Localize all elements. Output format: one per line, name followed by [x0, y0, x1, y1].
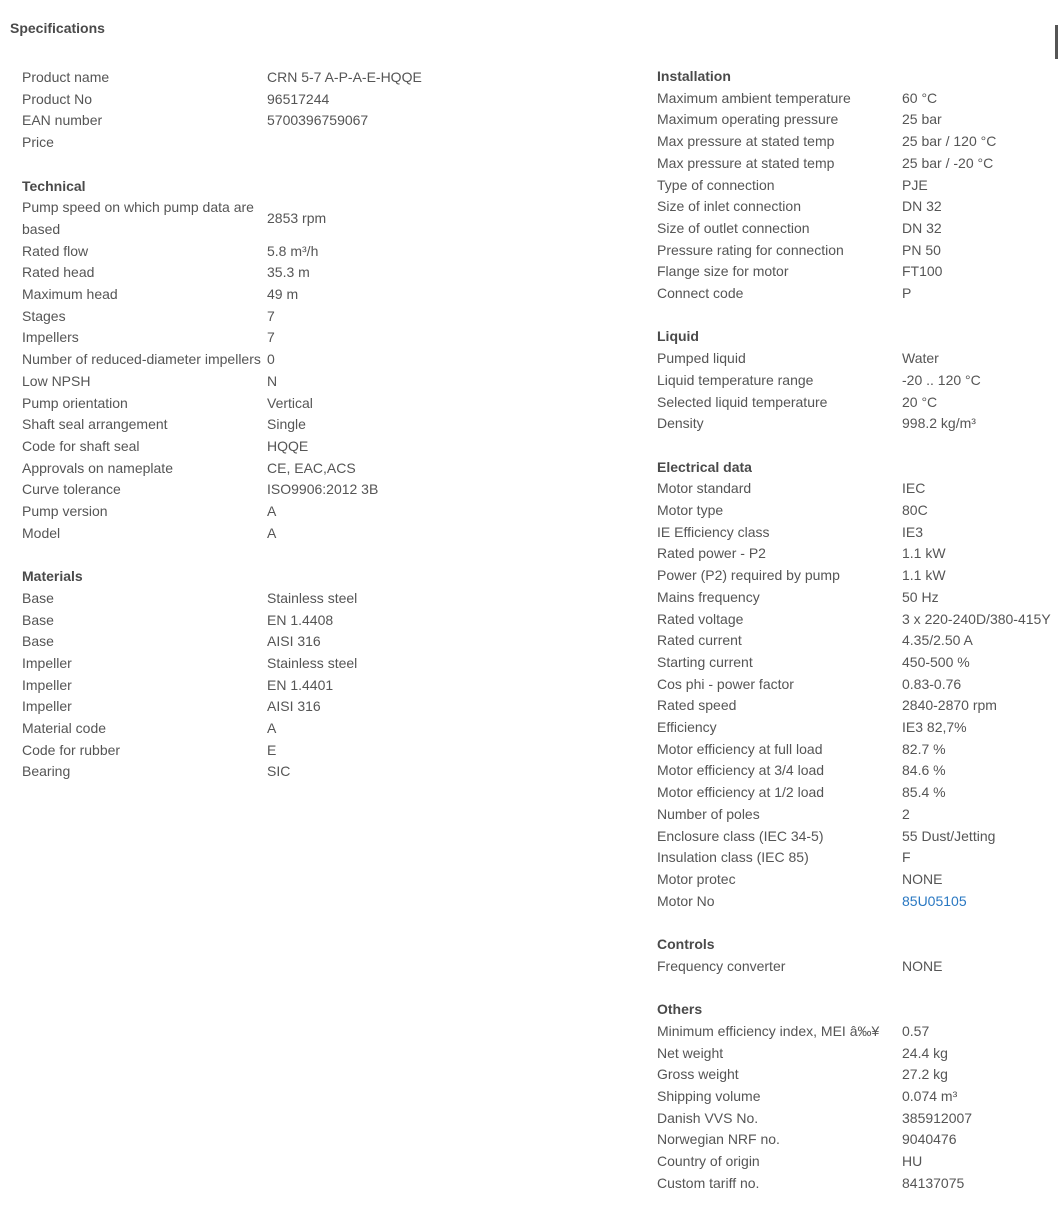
spec-value: AISI 316: [267, 698, 321, 715]
spec-row: [22, 653, 452, 675]
spec-label: Product name: [22, 69, 110, 85]
spec-value: 1.1 kW: [902, 545, 946, 562]
spec-value: Water: [902, 350, 939, 367]
spec-row: [22, 132, 452, 154]
spec-value: A: [267, 503, 277, 520]
spec-label: Density: [657, 415, 704, 432]
spec-value: HQQE: [267, 437, 309, 454]
spec-label: Price: [22, 134, 54, 151]
spec-value: Stainless steel: [267, 589, 358, 606]
spec-label: Curve tolerance: [22, 481, 121, 498]
spec-label: Pump speed on which pump data are based: [22, 199, 254, 237]
spec-label: Code for shaft seal: [22, 437, 140, 454]
spec-label: Country of origin: [657, 1153, 760, 1170]
spec-value: 2840-2870 rpm: [902, 697, 997, 714]
spec-value: SIC: [267, 763, 291, 780]
spec-row: [657, 131, 1060, 153]
spec-label: EAN number: [22, 112, 103, 129]
spec-label: Product No: [22, 90, 93, 107]
spec-row: [22, 89, 452, 111]
spec-value: 2: [902, 805, 910, 822]
spec-value: AISI 316: [267, 633, 321, 650]
spec-row: [657, 782, 1060, 804]
spec-label: Motor efficiency at 3/4 load: [657, 762, 825, 779]
spec-value: NONE: [902, 957, 943, 974]
spec-value: 0: [267, 351, 275, 368]
spec-value: 49 m: [267, 286, 299, 303]
spec-row: [22, 414, 452, 436]
specs-right-column: [657, 66, 1060, 1216]
spec-value: E: [267, 741, 277, 758]
section-title: Electrical data: [657, 458, 752, 475]
spec-row: [22, 436, 452, 458]
spec-section-materials: [22, 566, 452, 783]
spec-section-technical: [22, 176, 452, 545]
spec-value: 50 Hz: [902, 588, 939, 605]
spec-label: Rated voltage: [657, 610, 744, 627]
spec-row: [22, 501, 452, 523]
spec-row: [657, 261, 1060, 283]
spec-label: Motor efficiency at full load: [657, 740, 823, 757]
spec-value: 0.57: [902, 1022, 930, 1039]
spec-row: [22, 197, 452, 240]
spec-label: Base: [22, 633, 54, 650]
spec-row: [657, 652, 1060, 674]
spec-row: [22, 262, 452, 284]
spec-label: Pump version: [22, 503, 108, 520]
spec-section-others: [657, 999, 1060, 1194]
spec-row: [22, 371, 452, 393]
spec-value: 20 °C: [902, 393, 938, 410]
spec-row: [657, 565, 1060, 587]
spec-row: [22, 588, 452, 610]
spec-row: [657, 348, 1060, 370]
spec-row: [22, 479, 452, 501]
spec-value: A: [267, 524, 277, 541]
spec-row: [657, 717, 1060, 739]
spec-section-electrical-data: [657, 457, 1060, 913]
spec-value: A: [267, 720, 277, 737]
spec-value: 0.074 m³: [902, 1087, 958, 1104]
spec-label: Motor type: [657, 502, 724, 519]
spec-row: [22, 631, 452, 653]
spec-label: Custom tariff no.: [657, 1174, 760, 1191]
spec-label: Impellers: [22, 329, 79, 346]
section-title: Controls: [657, 936, 715, 953]
spec-section-liquid: [657, 326, 1060, 435]
spec-label: Minimum efficiency index, MEI â‰¥: [657, 1022, 880, 1039]
spec-row: [657, 88, 1060, 110]
section-title: Technical: [22, 177, 86, 194]
spec-value: Stainless steel: [267, 654, 358, 671]
spec-value: 4.35/2.50 A: [902, 632, 973, 649]
spec-label: Pumped liquid: [657, 350, 746, 367]
spec-label: Rated head: [22, 264, 95, 281]
spec-label: IE Efficiency class: [657, 523, 770, 540]
spec-label: Maximum ambient temperature: [657, 89, 851, 106]
spec-value: 5.8 m³/h: [267, 242, 319, 259]
spec-label: Efficiency: [657, 719, 717, 736]
spec-value: Single: [267, 416, 306, 433]
spec-row: [22, 458, 452, 480]
spec-label: Danish VVS No.: [657, 1109, 759, 1126]
spec-label: Pressure rating for connection: [657, 241, 844, 258]
spec-label: Impeller: [22, 698, 72, 715]
spec-value: 35.3 m: [267, 264, 310, 281]
spec-value: 2853 rpm: [267, 210, 327, 227]
spec-label: Base: [22, 611, 54, 628]
spec-label: Rated power - P2: [657, 545, 766, 562]
spec-value: HU: [902, 1153, 923, 1170]
spec-value: F: [902, 849, 911, 866]
spec-value: DN 32: [902, 219, 942, 236]
spec-row: [657, 609, 1060, 631]
page-title: Specifications: [10, 20, 105, 36]
spec-value: DN 32: [902, 198, 942, 215]
spec-value: 25 bar / -20 °C: [902, 154, 994, 171]
spec-label: Maximum operating pressure: [657, 111, 839, 128]
spec-label: Max pressure at stated temp: [657, 133, 835, 150]
spec-label: Net weight: [657, 1044, 724, 1061]
spec-value: 25 bar: [902, 111, 942, 128]
spec-row: [657, 543, 1060, 565]
spec-row: [657, 392, 1060, 414]
spec-value: ISO9906:2012 3B: [267, 481, 379, 498]
spec-label: Number of poles: [657, 805, 760, 822]
spec-value: PN 50: [902, 241, 941, 258]
spec-row: [657, 1129, 1060, 1151]
spec-value: 0.83-0.76: [902, 675, 962, 692]
spec-value: 5700396759067: [267, 112, 369, 129]
spec-label: Rated current: [657, 632, 742, 649]
spec-row: [657, 478, 1060, 500]
spec-label: Pump orientation: [22, 394, 128, 411]
spec-row: [22, 393, 452, 415]
spec-value: 96517244: [267, 90, 330, 107]
spec-row: [657, 826, 1060, 848]
spec-row: [22, 306, 452, 328]
spec-value: 60 °C: [902, 89, 938, 106]
spec-value: 998.2 kg/m³: [902, 415, 976, 432]
spec-label: Connect code: [657, 285, 744, 302]
spec-row: [657, 869, 1060, 891]
spec-row: [657, 196, 1060, 218]
spec-label: Code for rubber: [22, 741, 121, 758]
spec-label: Number of reduced-diameter impellers: [22, 351, 261, 368]
spec-section-controls: [657, 934, 1060, 977]
spec-row: [657, 891, 1060, 913]
spec-label: Model: [22, 524, 61, 541]
spec-row: [657, 1108, 1060, 1130]
spec-row: [22, 349, 452, 371]
spec-row: [657, 587, 1060, 609]
spec-label: Impeller: [22, 654, 72, 671]
spec-row: [657, 804, 1060, 826]
spec-value: 385912007: [902, 1109, 973, 1126]
spec-value-link[interactable]: 85U05105: [902, 892, 967, 909]
spec-row: [657, 1086, 1060, 1108]
spec-label: Size of inlet connection: [657, 198, 801, 215]
spec-value: 3 x 220-240D/380-415Y: [902, 610, 1051, 627]
spec-label: Enclosure class (IEC 34-5): [657, 827, 824, 844]
spec-label: Approvals on nameplate: [22, 459, 173, 476]
spec-row: [657, 760, 1060, 782]
spec-value: CE, EAC,ACS: [267, 459, 356, 476]
spec-label: Rated speed: [657, 697, 737, 714]
spec-row: [657, 1173, 1060, 1195]
spec-label: Type of connection: [657, 176, 775, 193]
spec-row: [657, 500, 1060, 522]
spec-value: EN 1.4401: [267, 676, 334, 693]
spec-row: [657, 109, 1060, 131]
spec-label: Size of outlet connection: [657, 219, 810, 236]
spec-row: [657, 153, 1060, 175]
spec-label: Starting current: [657, 653, 753, 670]
spec-row: [22, 610, 452, 632]
spec-row: [657, 218, 1060, 240]
spec-value: IE3 82,7%: [902, 719, 967, 736]
section-title: Liquid: [657, 328, 699, 345]
spec-label: Frequency converter: [657, 957, 786, 974]
section-title: Others: [657, 1001, 703, 1018]
spec-row: [657, 695, 1060, 717]
spec-value: EN 1.4408: [267, 611, 334, 628]
spec-label: Motor No: [657, 892, 715, 909]
spec-section-installation: [657, 66, 1060, 305]
spec-row: [657, 370, 1060, 392]
spec-label: Insulation class (IEC 85): [657, 849, 809, 866]
spec-value: 25 bar / 120 °C: [902, 133, 997, 150]
spec-label: Selected liquid temperature: [657, 393, 828, 410]
spec-value: -20 .. 120 °C: [902, 371, 981, 388]
spec-label: Motor standard: [657, 480, 752, 497]
spec-value: 85.4 %: [902, 784, 946, 801]
spec-label: Power (P2) required by pump: [657, 567, 840, 584]
spec-row: [657, 739, 1060, 761]
spec-value: 55 Dust/Jetting: [902, 827, 996, 844]
spec-value: P: [902, 285, 912, 302]
spec-value: Vertical: [267, 394, 313, 411]
spec-value: NONE: [902, 870, 943, 887]
spec-value: 9040476: [902, 1131, 957, 1148]
spec-row: [22, 740, 452, 762]
spec-value: CRN 5-7 A-P-A-E-HQQE: [267, 69, 422, 85]
spec-value: IE3: [902, 523, 924, 540]
spec-label: Shaft seal arrangement: [22, 416, 168, 433]
spec-section-product: [22, 67, 452, 154]
spec-value: 24.4 kg: [902, 1044, 948, 1061]
spec-value: 7: [267, 307, 275, 324]
spec-label: Maximum head: [22, 286, 118, 303]
spec-row: [657, 240, 1060, 262]
spec-value: PJE: [902, 176, 928, 193]
spec-value: 84137075: [902, 1174, 965, 1191]
spec-row: [657, 522, 1060, 544]
spec-label: Base: [22, 589, 54, 606]
spec-row: [657, 413, 1060, 435]
spec-label: Material code: [22, 720, 107, 737]
spec-row: [22, 284, 452, 306]
spec-row: [657, 956, 1060, 978]
spec-value: 27.2 kg: [902, 1066, 948, 1083]
spec-label: Cos phi - power factor: [657, 675, 794, 692]
spec-row: [657, 175, 1060, 197]
spec-row: [22, 718, 452, 740]
spec-row: [657, 1021, 1060, 1043]
spec-row: [657, 847, 1060, 869]
spec-value: IEC: [902, 480, 926, 497]
spec-value: 80C: [902, 502, 928, 519]
specs-left-column: [22, 67, 452, 805]
spec-row: [22, 241, 452, 263]
spec-value: N: [267, 372, 278, 389]
spec-label: Norwegian NRF no.: [657, 1131, 780, 1148]
spec-label: Liquid temperature range: [657, 371, 814, 388]
spec-row: [22, 110, 452, 132]
spec-label: Max pressure at stated temp: [657, 154, 835, 171]
spec-row: [22, 761, 452, 783]
spec-label: Impeller: [22, 676, 72, 693]
spec-row: [657, 1151, 1060, 1173]
spec-value: 84.6 %: [902, 762, 946, 779]
spec-label: Flange size for motor: [657, 263, 789, 280]
spec-value: 7: [267, 329, 275, 346]
spec-row: [22, 675, 452, 697]
spec-label: Shipping volume: [657, 1087, 761, 1104]
scrollbar-thumb[interactable]: [1055, 25, 1058, 59]
spec-label: Motor efficiency at 1/2 load: [657, 784, 825, 801]
spec-row: [657, 1064, 1060, 1086]
spec-label: Motor protec: [657, 870, 736, 887]
spec-row: [657, 630, 1060, 652]
spec-row: [22, 67, 452, 89]
section-title: Materials: [22, 568, 83, 585]
spec-row: [22, 523, 452, 545]
spec-value: 82.7 %: [902, 740, 946, 757]
spec-label: Gross weight: [657, 1066, 739, 1083]
spec-row: [657, 1043, 1060, 1065]
spec-row: [657, 674, 1060, 696]
spec-row: [22, 696, 452, 718]
spec-row: [22, 327, 452, 349]
spec-label: Rated flow: [22, 242, 89, 259]
section-title: Installation: [657, 68, 731, 84]
spec-label: Low NPSH: [22, 372, 91, 389]
spec-label: Stages: [22, 307, 66, 324]
spec-value: FT100: [902, 263, 943, 280]
spec-label: Mains frequency: [657, 588, 760, 605]
spec-value: 1.1 kW: [902, 567, 946, 584]
spec-row: [657, 283, 1060, 305]
spec-value: 450-500 %: [902, 653, 970, 670]
spec-label: Bearing: [22, 763, 71, 780]
